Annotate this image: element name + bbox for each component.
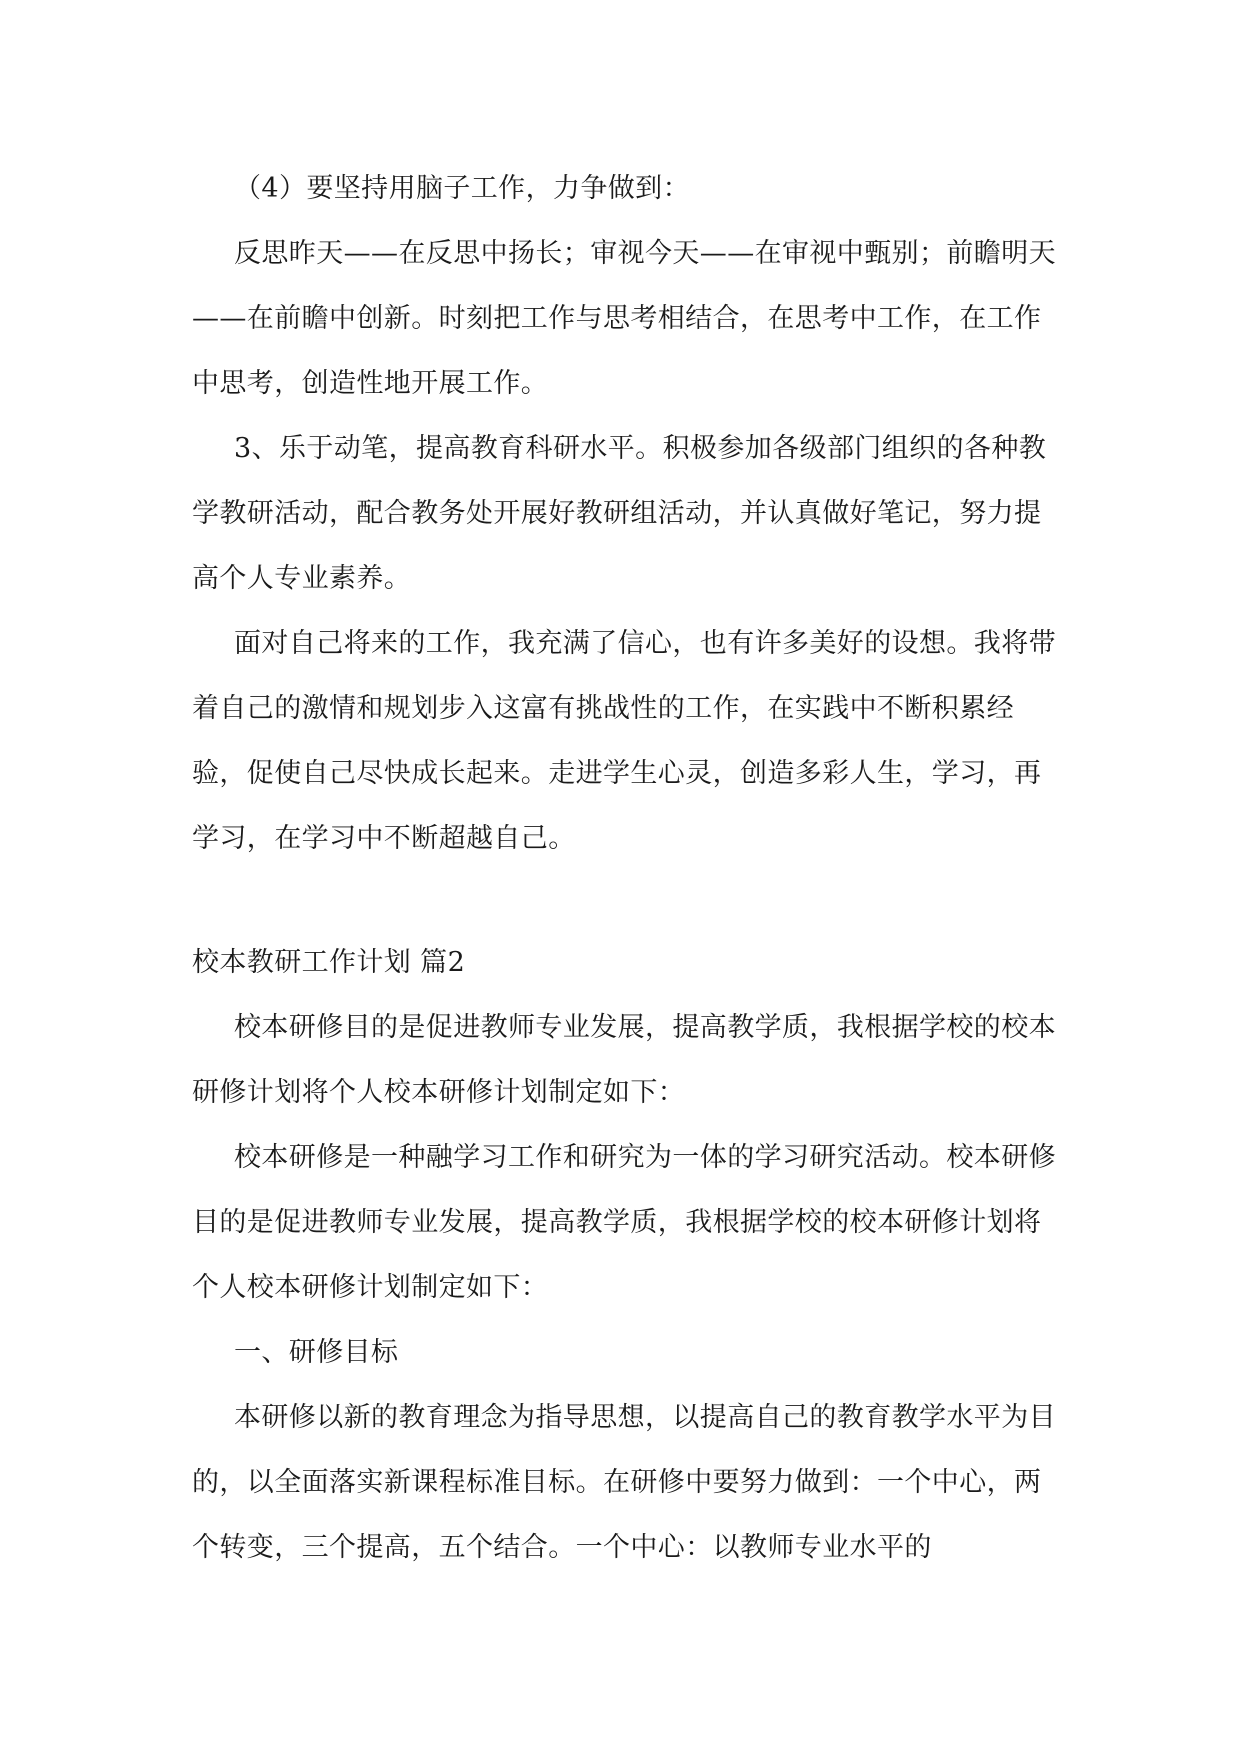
paragraph: （4）要坚持用脑子工作，力争做到：: [234, 173, 690, 204]
paragraph: 本研修以新的教育理念为指导思想，以提高自己的教育教学水平为目的，以全面落实新课程标准目标。在研修中要努力做到：一个中心，两个转变，三个提高，五个结合。一个中心：以教师专业水平的: [192, 1402, 1056, 1563]
text-block-1: [192, 156, 1058, 871]
paragraph: 一、研修目标: [234, 1337, 399, 1368]
paragraph: 3、乐于动笔，提高教育科研水平。积极参加各级部门组织的各种教学教研活动，配合教务处开展好教研组活动，并认真做好笔记，努力提高个人专业素养。: [192, 433, 1047, 594]
paragraph: 反思昨天——在反思中扬长；审视今天——在审视中甄别；前瞻明天——在前瞻中创新。时刻把工作与思考相结合，在思考中工作，在工作中思考，创造性地开展工作。: [192, 238, 1056, 399]
paragraph: 面对自己将来的工作，我充满了信心，也有许多美好的设想。我将带着自己的激情和规划步入这富有挑战性的工作，在实践中不断积累经验，促使自己尽快成长起来。走进学生心灵，创造多彩人生，学习，再学习，在学习中不断超越自己。: [192, 628, 1056, 854]
paragraph: 校本研修是一种融学习工作和研究为一体的学习研究活动。校本研修目的是促进教师专业发展，提高教学质，我根据学校的校本研修计划将个人校本研修计划制定如下：: [192, 1142, 1056, 1303]
text-block-2: [192, 930, 1058, 1580]
section-title: 校本教研工作计划 篇2: [192, 947, 466, 978]
paragraph: 校本研修目的是促进教师专业发展，提高教学质，我根据学校的校本研修计划将个人校本研修计划制定如下：: [192, 1012, 1056, 1108]
